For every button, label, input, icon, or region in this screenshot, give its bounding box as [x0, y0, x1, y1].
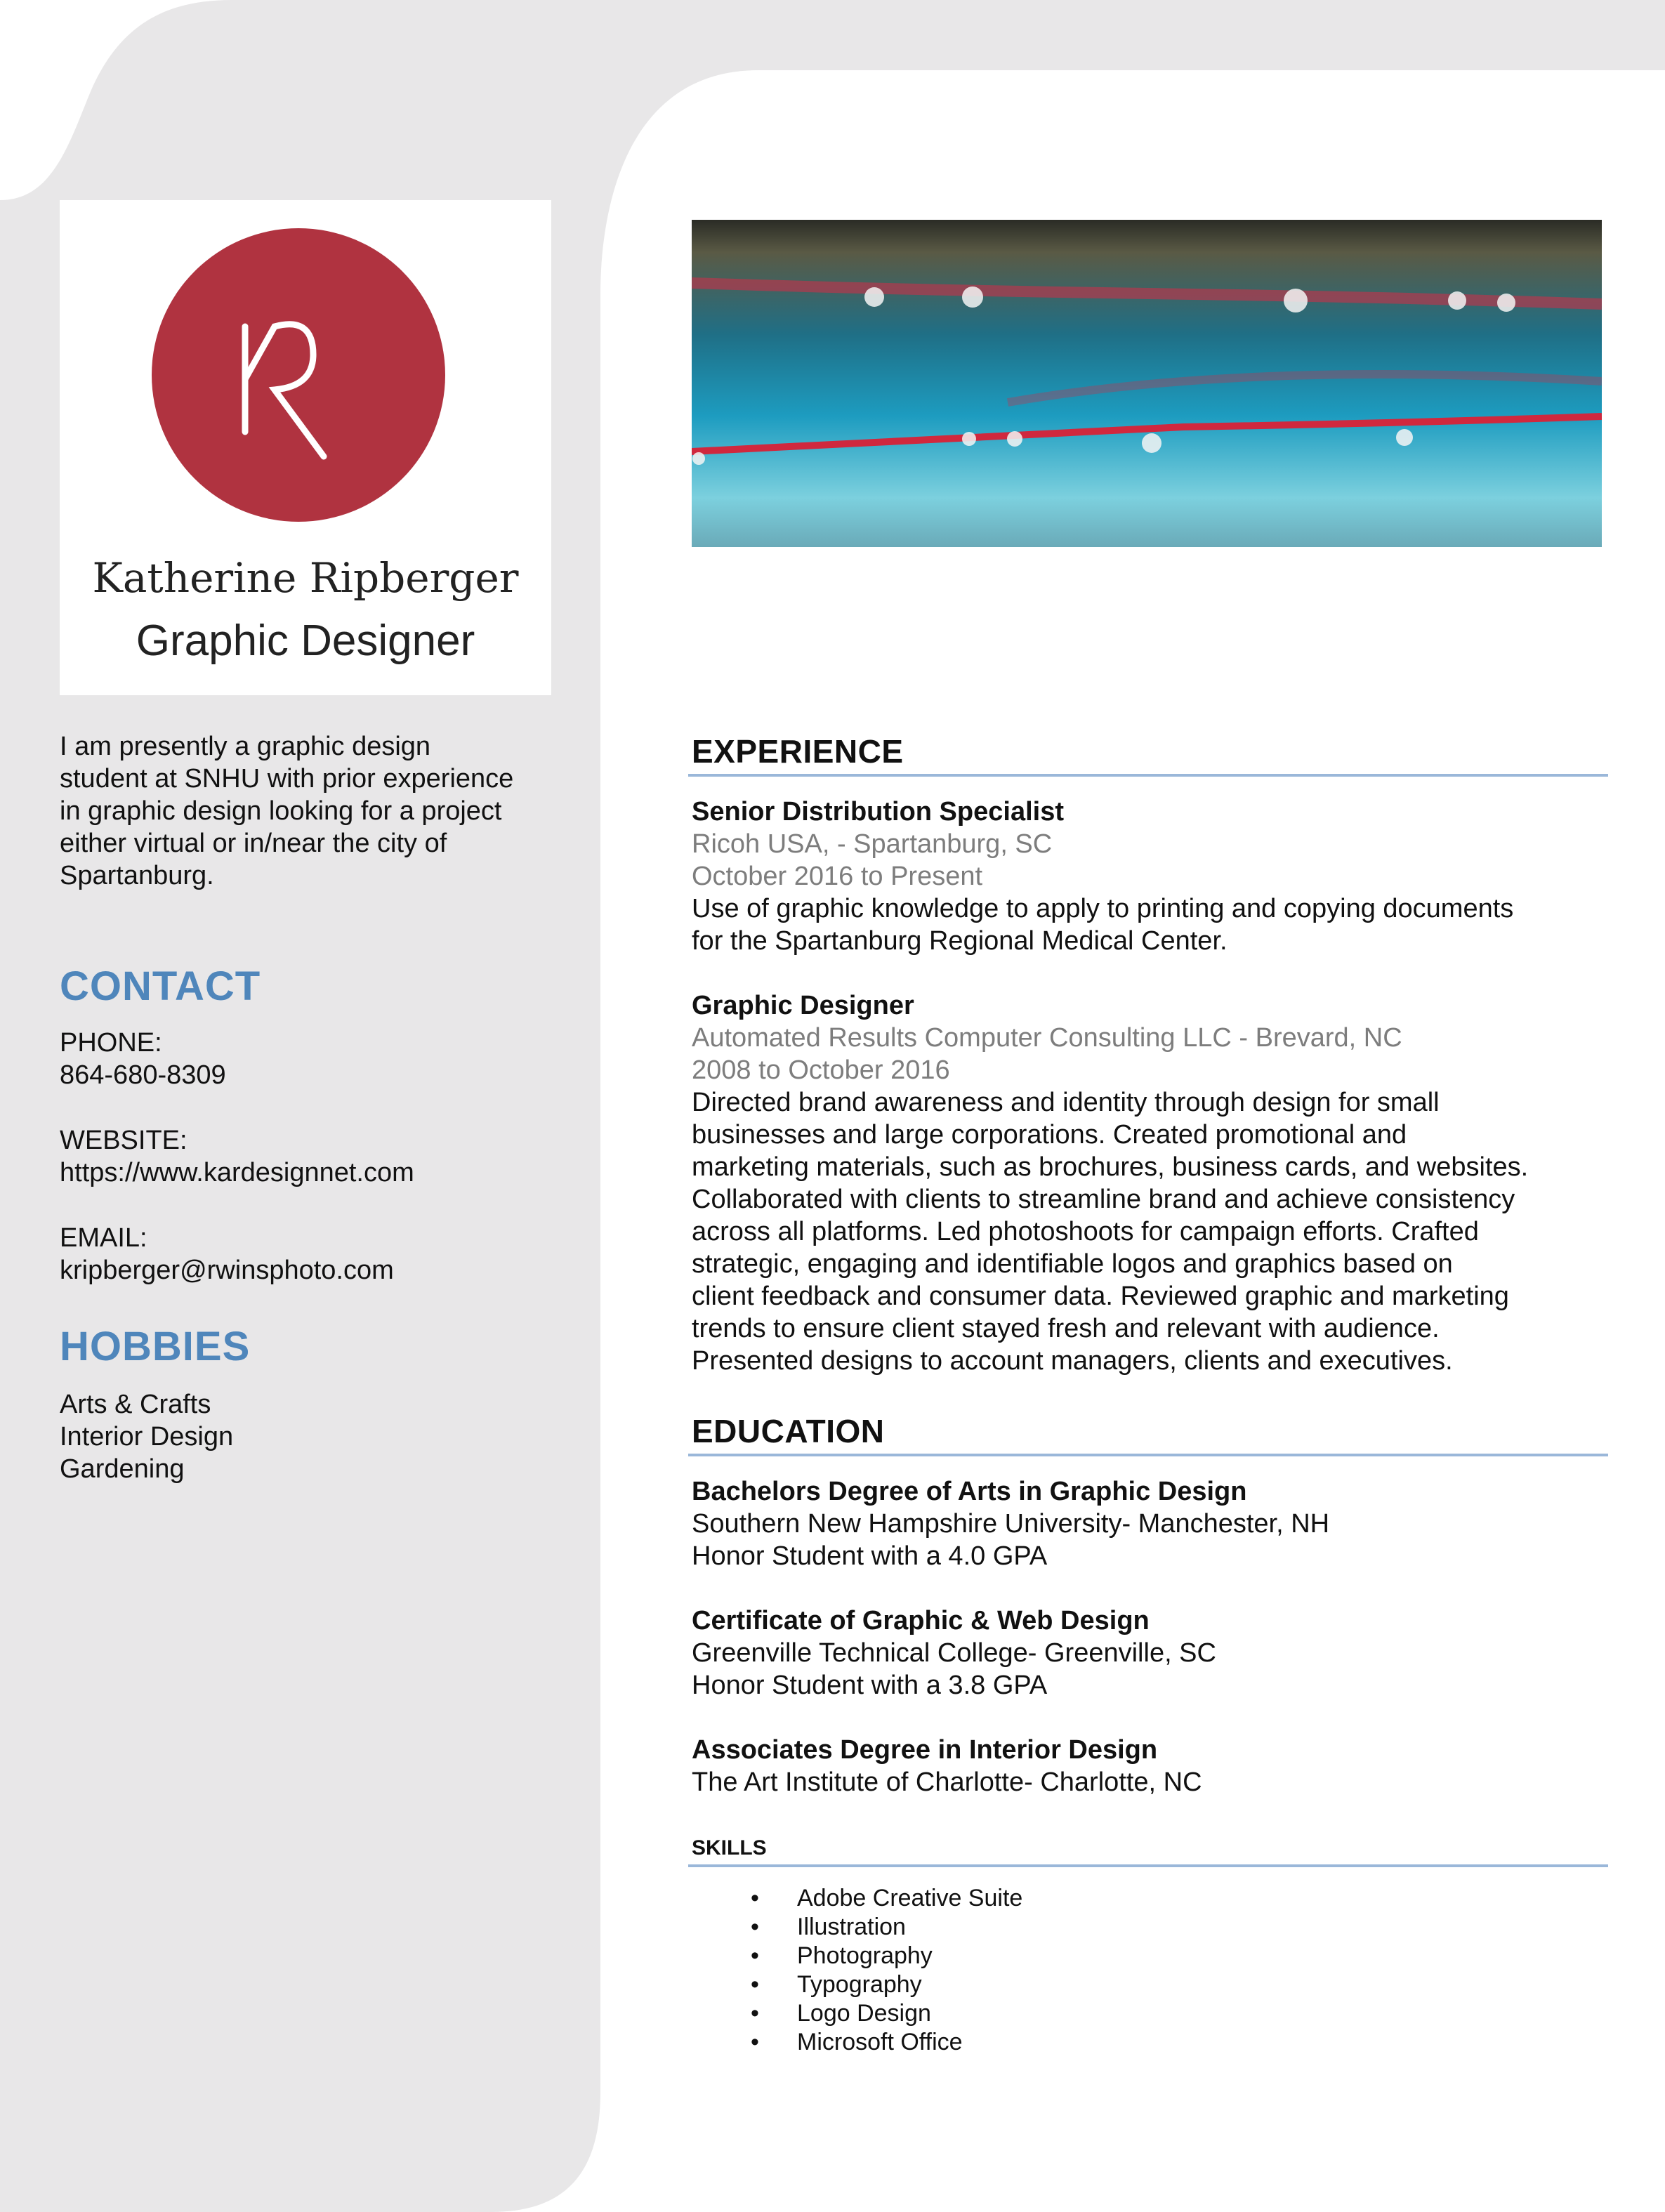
job-desc-line: trends to ensure client stayed fresh and relevant with audience. [692, 1314, 1440, 1343]
website-label: WEBSITE: [60, 1126, 187, 1155]
education-divider [688, 1454, 1608, 1456]
bullet-icon: • [751, 1885, 759, 1911]
phone-label: PHONE: [60, 1028, 162, 1058]
hobbies-list [60, 1388, 579, 1485]
experience-list [692, 796, 1647, 1377]
job-desc-line: across all platforms. Led photoshoots for campaign efforts. Crafted [692, 1217, 1479, 1246]
skill-label: Adobe Creative Suite [797, 1885, 1023, 1911]
intro-line: in graphic design looking for a project [60, 796, 502, 826]
hobby-item: Gardening [60, 1454, 185, 1484]
school-name: Southern New Hampshire University- Manchester, NH [692, 1509, 1330, 1539]
email-link[interactable]: kripberger@rwinsphoto.com [60, 1256, 394, 1285]
job-desc-line: marketing materials, such as brochures, business cards, and websites. [692, 1152, 1529, 1182]
bullet-icon: • [751, 1914, 759, 1940]
job-desc-line: Use of graphic knowledge to apply to printing and copying documents [692, 894, 1514, 923]
school-name: The Art Institute of Charlotte- Charlotte, NC [692, 1767, 1202, 1797]
hobbies-heading: HOBBIES [60, 1324, 251, 1369]
logo-name: Katherine Ripberger [92, 554, 519, 602]
skills-heading: SKILLS [692, 1836, 767, 1859]
job-desc-line: Directed brand awareness and identity through design for small [692, 1088, 1440, 1117]
skills-divider [688, 1864, 1608, 1867]
education-note: Honor Student with a 3.8 GPA [692, 1671, 1048, 1700]
skill-item [751, 2028, 1312, 2057]
intro-text [60, 730, 579, 892]
logo-title: Graphic Designer [136, 617, 475, 665]
job-desc-line: for the Spartanburg Regional Medical Center. [692, 926, 1228, 956]
job-desc-line: businesses and large corporations. Created promotional and [692, 1120, 1407, 1150]
education-note: Honor Student with a 4.0 GPA [692, 1541, 1048, 1571]
bullet-icon: • [751, 2000, 759, 2027]
job-dates: October 2016 to Present [692, 862, 983, 891]
job-entry [692, 796, 1647, 957]
education-list [692, 1475, 1647, 1798]
job-desc-line: Collaborated with clients to streamline brand and achieve consistency [692, 1185, 1515, 1214]
job-company: Ricoh USA, - Spartanburg, SC [692, 829, 1053, 859]
skill-label: Typography [797, 1971, 922, 1998]
intro-line: either virtual or in/near the city of [60, 829, 447, 858]
job-title: Graphic Designer [692, 991, 914, 1020]
job-company: Automated Results Computer Consulting LLC - Brevard, NC [692, 1023, 1402, 1053]
job-desc-line: Presented designs to account managers, clients and executives. [692, 1346, 1453, 1376]
skill-item [751, 1970, 1312, 1999]
job-desc-line: client feedback and consumer data. Reviewed graphic and marketing [692, 1282, 1509, 1311]
skill-label: Photography [797, 1942, 933, 1969]
degree-title: Bachelors Degree of Arts in Graphic Design [692, 1477, 1247, 1506]
bullet-icon: • [751, 1971, 759, 1998]
school-name: Greenville Technical College- Greenville, SC [692, 1638, 1216, 1668]
experience-divider [688, 774, 1608, 777]
job-desc-line: strategic, engaging and identifiable logos and graphics based on [692, 1249, 1453, 1279]
skill-label: Illustration [797, 1914, 906, 1940]
email-label: EMAIL: [60, 1223, 147, 1253]
intro-line: student at SNHU with prior experience [60, 764, 514, 794]
logo-monogram [152, 228, 445, 522]
phone-value[interactable]: 864-680-8309 [60, 1060, 226, 1090]
header-photo [692, 220, 1602, 547]
job-entry [692, 989, 1647, 1377]
bullet-icon: • [751, 1942, 759, 1969]
education-heading: EDUCATION [692, 1413, 885, 1449]
intro-line: I am presently a graphic design [60, 732, 431, 761]
contact-section [60, 1027, 579, 1286]
skill-item [751, 1942, 1312, 1970]
logo-card [60, 200, 551, 695]
website-link[interactable]: https://www.kardesignnet.com [60, 1158, 414, 1187]
skill-item [751, 1913, 1312, 1942]
water-drops-image [692, 220, 1602, 547]
hobby-item: Interior Design [60, 1422, 234, 1451]
job-title: Senior Distribution Specialist [692, 797, 1064, 827]
degree-title: Associates Degree in Interior Design [692, 1735, 1158, 1765]
degree-title: Certificate of Graphic & Web Design [692, 1606, 1150, 1635]
skill-label: Microsoft Office [797, 2029, 963, 2055]
intro-line: Spartanburg. [60, 861, 214, 890]
job-dates: 2008 to October 2016 [692, 1055, 950, 1085]
hobby-item: Arts & Crafts [60, 1390, 211, 1419]
skill-label: Logo Design [797, 2000, 931, 2027]
skill-item [751, 1884, 1312, 1913]
bullet-icon: • [751, 2029, 759, 2055]
experience-heading: EXPERIENCE [692, 733, 904, 770]
kr-monogram-icon [152, 228, 445, 522]
contact-heading: CONTACT [60, 963, 261, 1009]
skill-item [751, 1999, 1312, 2028]
